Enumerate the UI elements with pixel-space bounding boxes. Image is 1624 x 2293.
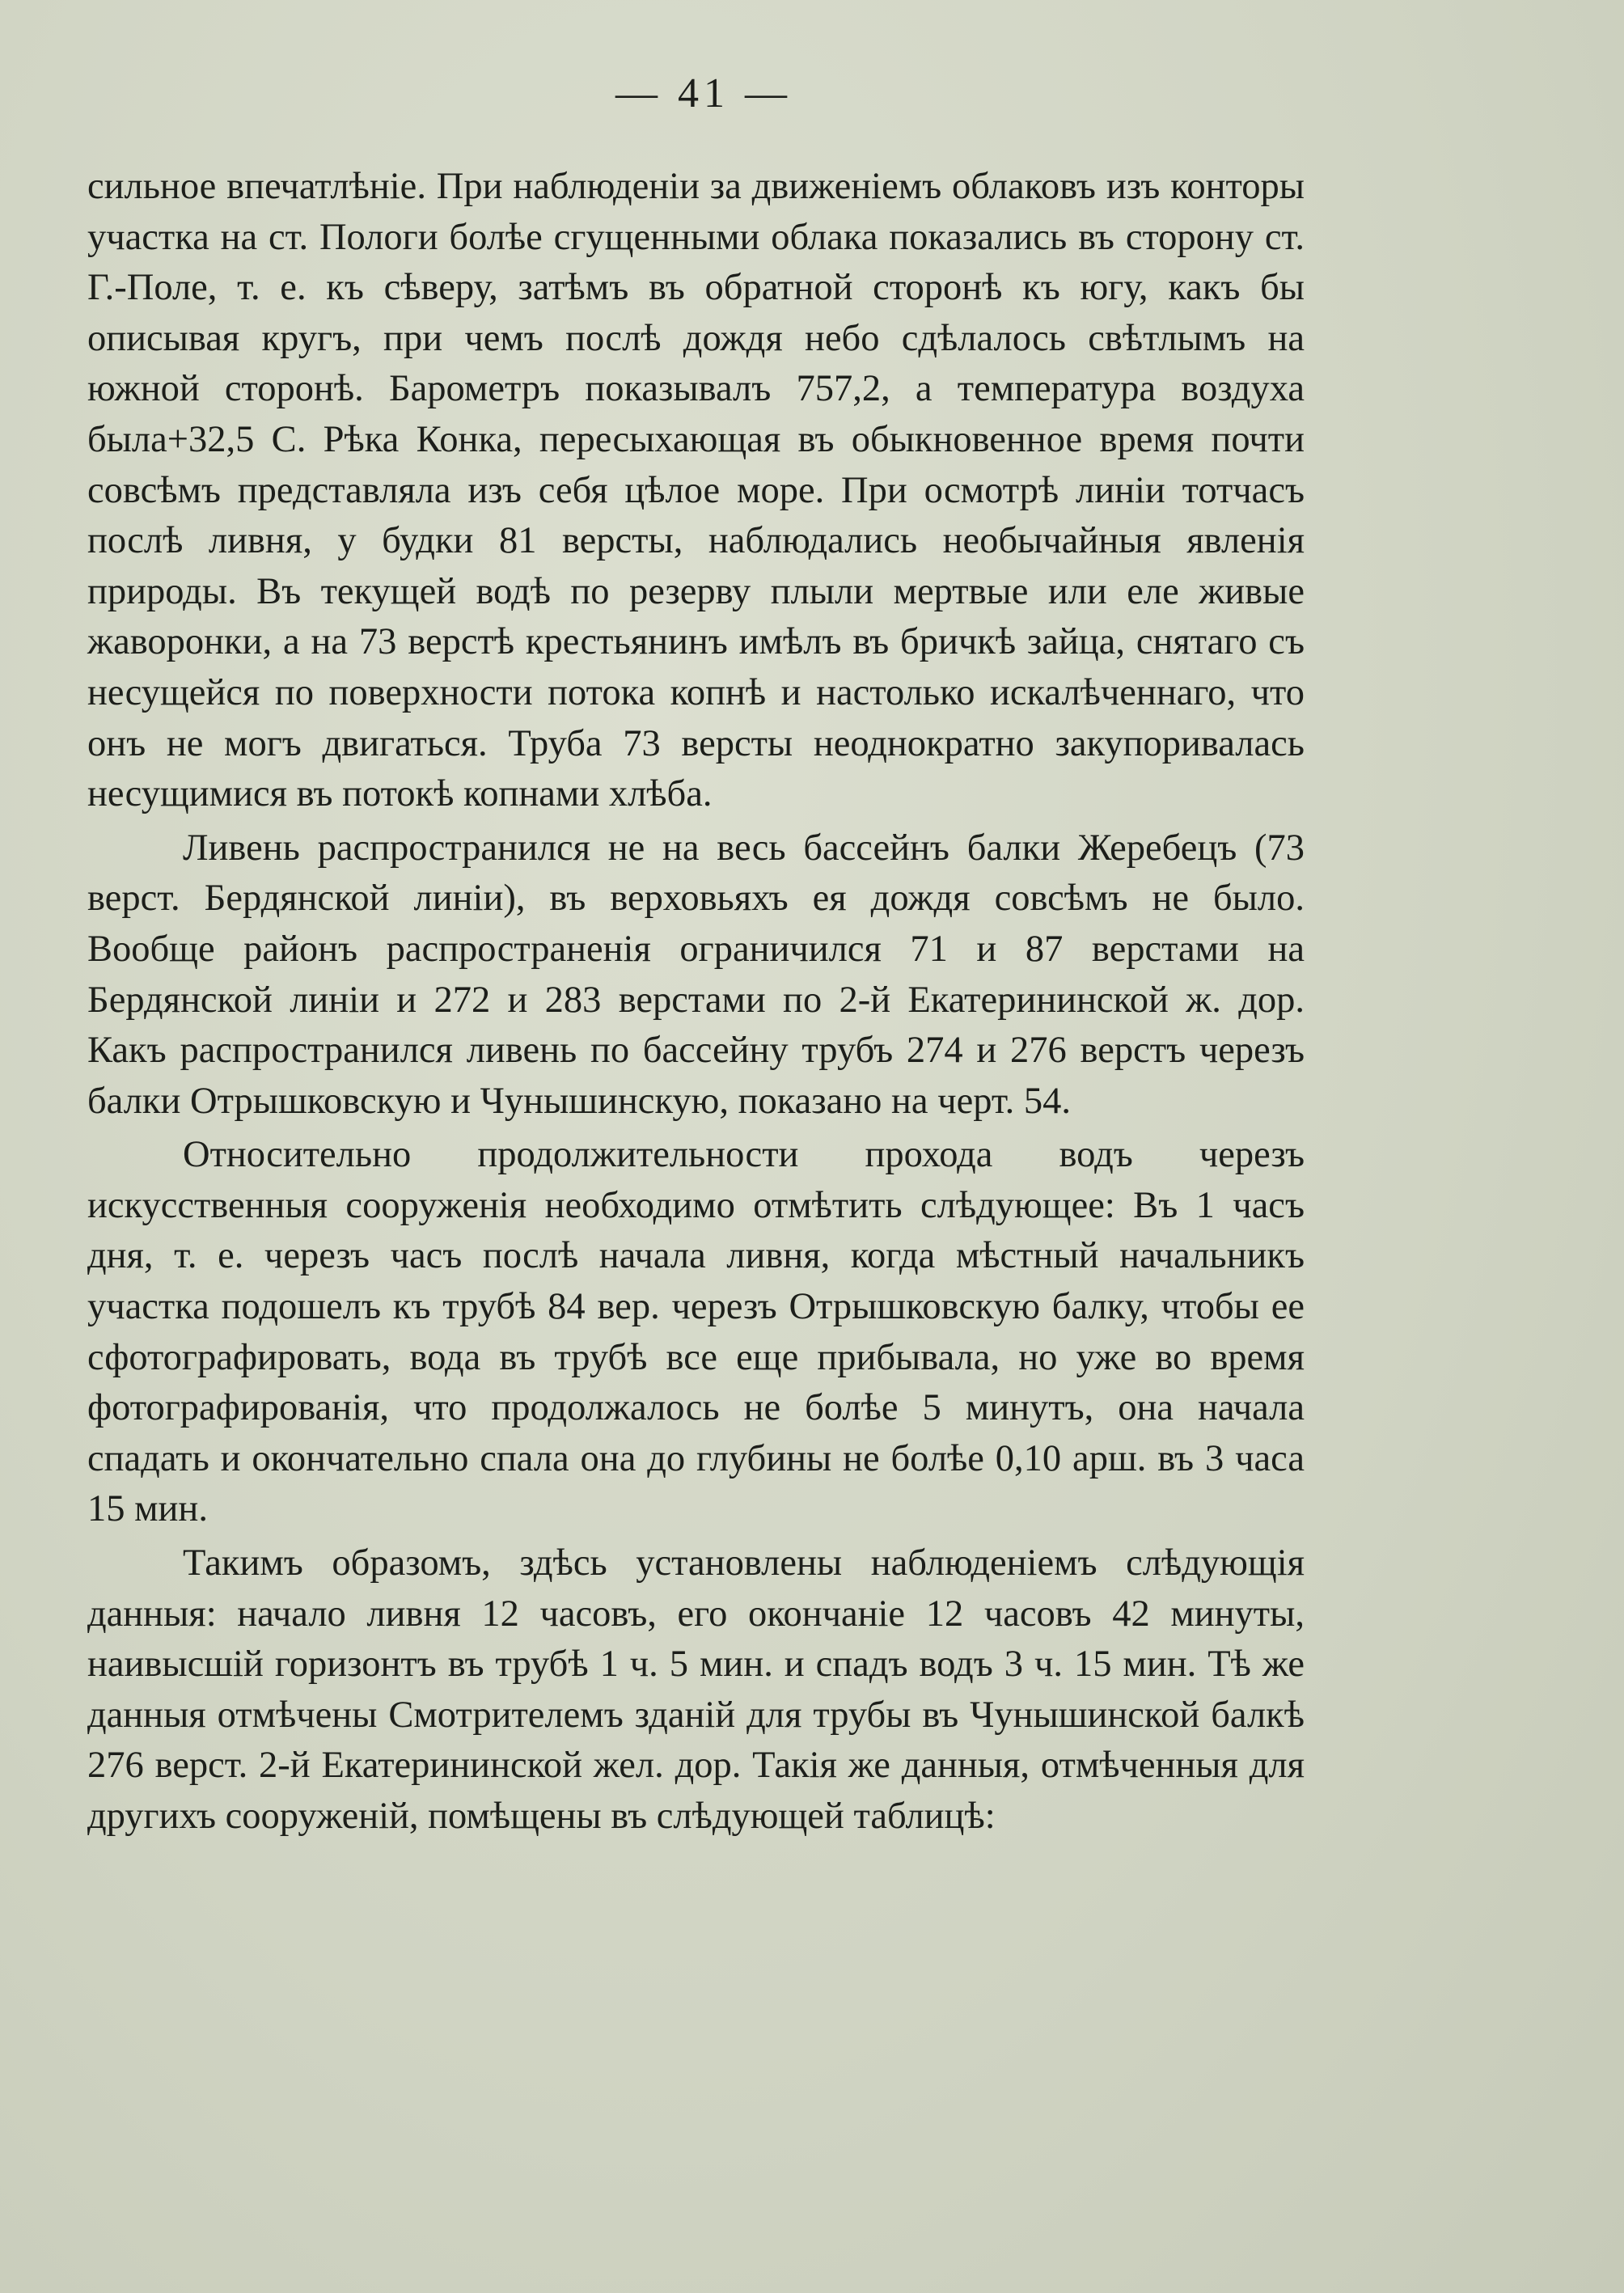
paragraph-3: Относительно продолжительности прохода водъ черезъ искусственныя сооруженія необходимо отмѣтить слѣдующее: Въ 1 часъ дня, т. е. черезъ часъ послѣ начала ливня, когда мѣстный начальникъ участка подошелъ къ трубѣ 84 вер. черезъ Отрышковскую балку, чтобы ее сфотографировать, вода въ трубѣ все еще прибывала, но уже во время фотографированія, что продолжалось не болѣе 5 минутъ, она начала спадать и окончательно спала она до глубины не болѣе 0,10 арш. въ 3 часа 15 мин. [87,1134,1305,1530]
paragraph-2: Ливень распространился не на весь бассейнъ балки Жеребецъ (73 верст. Бердянской линіи), въ верховьяхъ ея дождя совсѣмъ не было. Вообще районъ распространенія ограничился 71 и 87 верстами на Бердянской линіи и 272 и 283 верстами по 2-й Екатерининской ж. дор. Какъ распространился ливень по бассейну трубъ 274 и 276 верстъ черезъ балки Отрышковскую и Чунышинскую, показано на черт. 54. [87,827,1305,1122]
page-number: — 41 — [615,70,792,116]
body-text [87,162,1305,1842]
paragraph-4: Такимъ образомъ, здѣсь установлены наблюденіемъ слѣдующія данныя: начало ливня 12 часовъ, его окончаніе 12 часовъ 42 минуты, наивысшій горизонтъ въ трубѣ 1 ч. 5 мин. и спадъ водъ 3 ч. 15 мин. Тѣ же данныя отмѣчены Смотрителемъ зданій для трубы въ Чунышинской балкѣ 276 верст. 2-й Екатерининской жел. дор. Такія же данныя, отмѣченныя для другихъ сооруженій, помѣщены въ слѣдующей таблицѣ: [87,1542,1305,1837]
paragraph-1: сильное впечатлѣніе. При наблюденіи за движеніемъ облаковъ изъ конторы участка на ст. Пологи болѣе сгущенными облака показались въ сторону ст. Г.-Поле, т. е. къ сѣверу, затѣмъ въ обратной сторонѣ къ югу, какъ бы описывая кругъ, при чемъ послѣ дождя небо сдѣлалось свѣтлымъ на южной сторонѣ. Барометръ показывалъ 757,2, а температура воздуха была+32,5 С. Рѣка Конка, пересыхающая въ обыкновенное время почти совсѣмъ представляла изъ себя цѣлое море. При осмотрѣ линіи тотчасъ послѣ ливня, у будки 81 версты, наблюдались необычайныя явленія природы. Въ текущей водѣ по резерву плыли мертвые или еле живые жаворонки, а на 73 верстѣ крестьянинъ имѣлъ въ бричкѣ зайца, снятаго съ несущейся по поверхности потока копнѣ и настолько искалѣченнаго, что онъ не могъ двигаться. Труба 73 версты неоднократно закупоривалась несущимися въ потокѣ копнами хлѣба. [87,166,1305,815]
